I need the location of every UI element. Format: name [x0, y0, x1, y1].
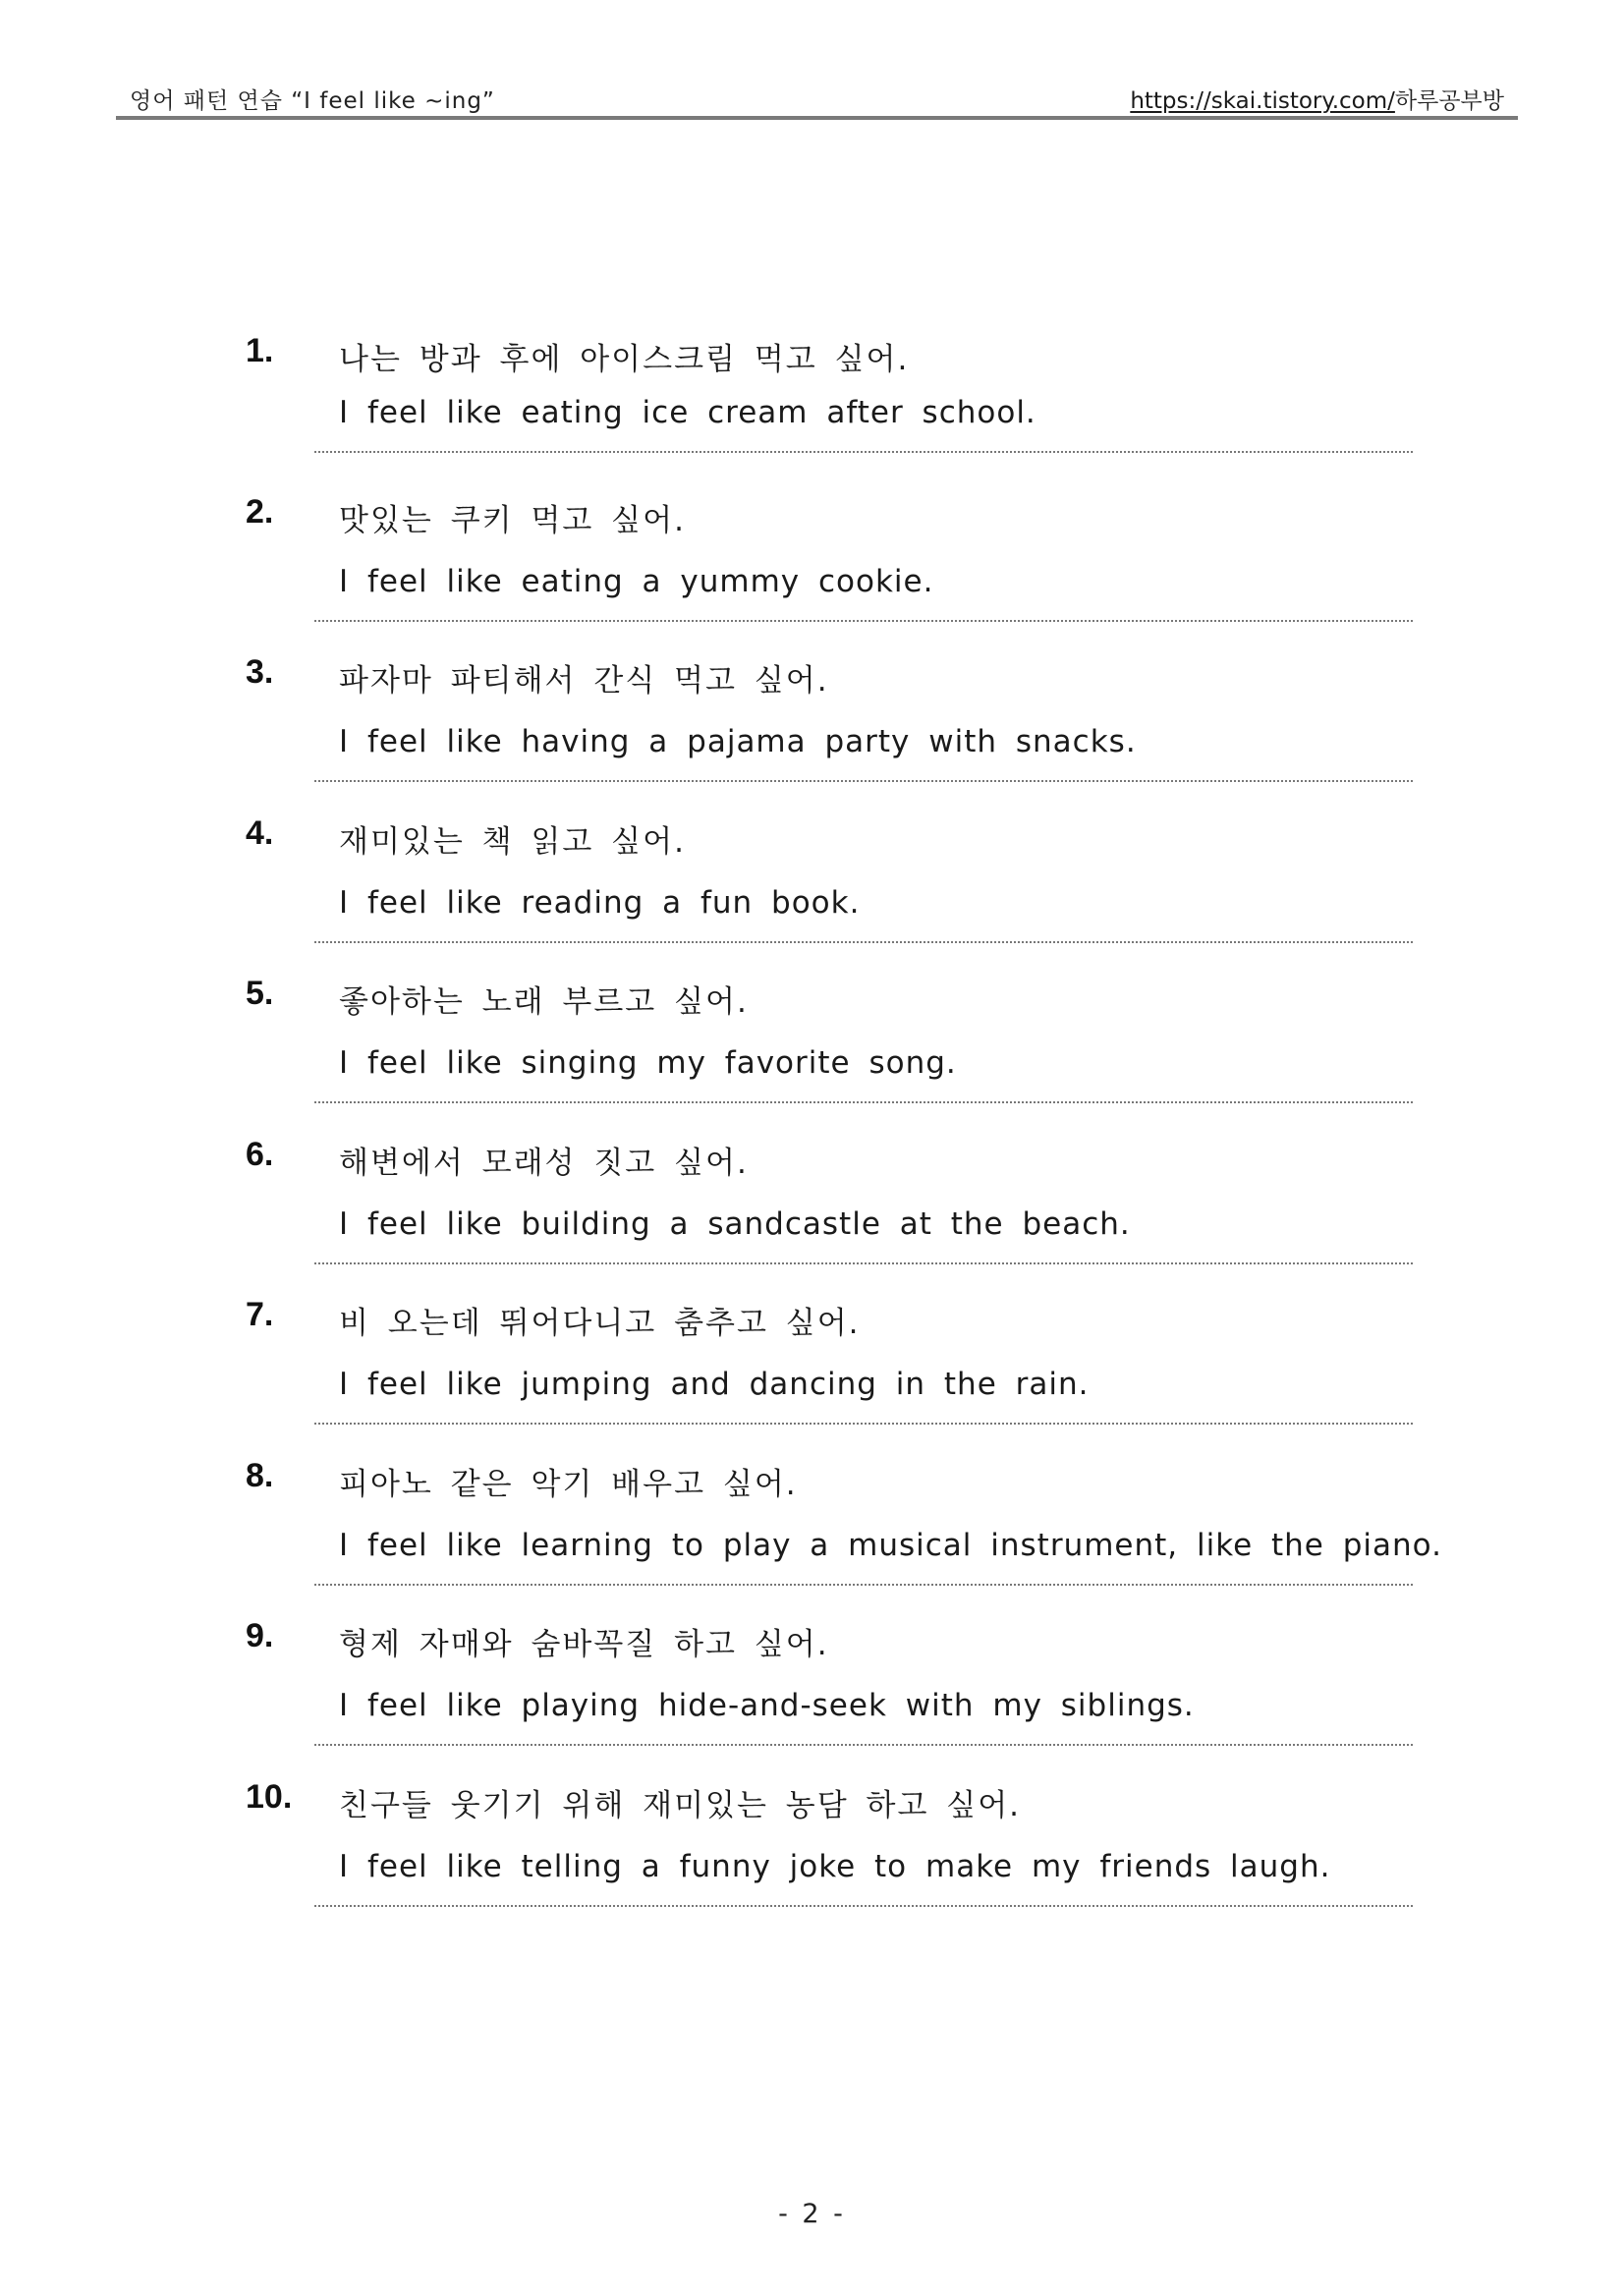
korean-sentence: 친구들 웃기기 위해 재미있는 농담 하고 싶어.	[339, 1787, 1022, 1823]
item-number: 6.	[246, 1135, 274, 1173]
english-sentence: I feel like building a sandcastle at the beach.	[339, 1205, 1131, 1242]
dotted-divider	[314, 1584, 1413, 1586]
english-sentence: I feel like jumping and dancing in the rain.	[339, 1367, 1090, 1402]
korean-sentence: 맛있는 쿠키 먹고 싶어.	[339, 502, 686, 538]
korean-sentence: 해변에서 모래성 짓고 싶어.	[339, 1145, 749, 1181]
english-sentence: I feel like playing hide-and-seek with my siblings.	[339, 1688, 1195, 1723]
page-header	[116, 79, 1518, 120]
korean-sentence: 나는 방과 후에 아이스크림 먹고 싶어.	[339, 342, 910, 377]
korean-sentence: 비 오는데 뛰어다니고 춤추고 싶어.	[339, 1306, 861, 1341]
dotted-divider	[314, 1262, 1413, 1264]
dotted-divider	[314, 1423, 1413, 1425]
item-number: 8.	[246, 1456, 274, 1494]
source-link[interactable]: https://skai.tistory.com/	[1130, 88, 1395, 114]
dotted-divider	[314, 1101, 1413, 1103]
dotted-divider	[314, 941, 1413, 943]
dotted-divider	[314, 1744, 1413, 1746]
document-title: 영어 패턴 연습 “I feel like ~ing”	[130, 88, 495, 114]
english-sentence: I feel like singing my favorite song.	[339, 1045, 957, 1081]
english-sentence: I feel like reading a fun book.	[339, 884, 861, 921]
site-name: 하루공부방	[1394, 88, 1504, 114]
item-number: 4.	[246, 813, 274, 852]
item-number: 2.	[246, 492, 274, 531]
item-number: 10.	[246, 1777, 293, 1816]
item-number: 9.	[246, 1617, 274, 1654]
english-sentence: I feel like learning to play a musical instrument, like the piano.	[339, 1527, 1442, 1563]
korean-sentence: 피아노 같은 악기 배우고 싶어.	[339, 1466, 798, 1502]
korean-sentence: 좋아하는 노래 부르고 싶어.	[339, 984, 749, 1020]
dotted-divider	[314, 620, 1413, 622]
english-sentence: I feel like eating ice cream after school.	[339, 395, 1036, 430]
item-number: 3.	[246, 653, 274, 691]
page-number: - 2 -	[778, 2199, 846, 2229]
dotted-divider	[314, 780, 1413, 782]
english-sentence: I feel like eating a yummy cookie.	[339, 563, 934, 599]
korean-sentence: 재미있는 책 읽고 싶어.	[339, 823, 686, 860]
korean-sentence: 형제 자매와 숨바꼭질 하고 싶어.	[339, 1627, 829, 1662]
korean-sentence: 파자마 파티해서 간식 먹고 싶어.	[339, 663, 829, 699]
item-number: 1.	[246, 332, 274, 369]
header-source	[1130, 83, 1504, 115]
english-sentence: I feel like having a pajama party with snacks.	[339, 724, 1137, 759]
item-number: 5.	[246, 975, 274, 1012]
english-sentence: I feel like telling a funny joke to make my friends laugh.	[339, 1848, 1331, 1884]
dotted-divider	[314, 451, 1413, 453]
dotted-divider	[314, 1905, 1413, 1907]
item-number: 7.	[246, 1296, 274, 1333]
